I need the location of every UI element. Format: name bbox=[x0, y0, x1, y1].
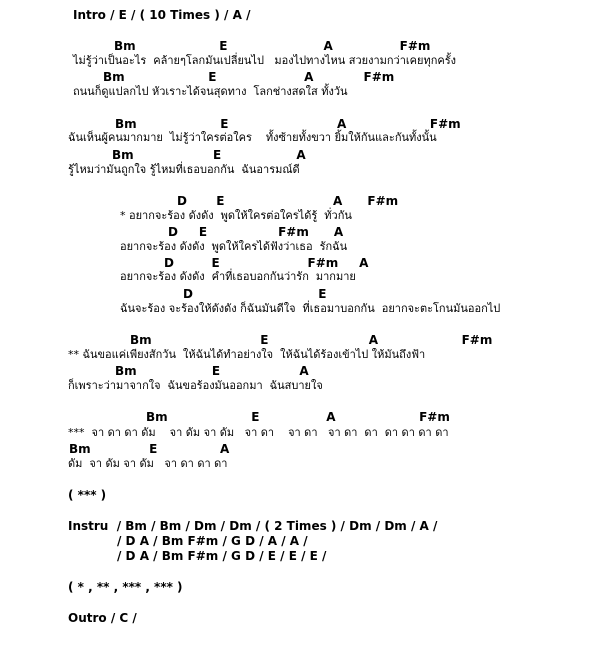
repeat-bridge-marker: ( *** ) bbox=[68, 488, 107, 502]
bridge-lyrics-2: ดัม จา ดัม จา ดัม จา ดา ดา ดา bbox=[68, 457, 228, 470]
outro-line: Outro / C / bbox=[68, 611, 137, 625]
bridge-chords-2: Bm E A bbox=[69, 442, 230, 456]
chorus1-lyrics-1: * อยากจะร้อง ดังดัง พูดให้ใครต่อใครได้รู้ ทั่วกัน bbox=[120, 209, 352, 222]
instrumental-line-3: / D A / Bm F#m / G D / E / E / E / bbox=[117, 549, 327, 563]
chorus1-chords-1: D E A F#m bbox=[177, 194, 399, 208]
bridge-chords-1: Bm E A F#m bbox=[146, 410, 450, 424]
intro-line: Intro / E / ( 10 Times ) / A / bbox=[73, 8, 251, 22]
chorus2-lyrics-1: ** ฉันขอแค่เพียงสักวัน ให้ฉันได้ทำอย่างใจ ให้ฉันได้ร้องเข้าไป ให้มันถึงฟ้า bbox=[68, 348, 426, 361]
chorus1-chords-3: D E F#m A bbox=[164, 256, 369, 270]
repeat-all-marker: ( * , ** , *** , *** ) bbox=[68, 580, 183, 594]
chorus2-chords-1: Bm E A F#m bbox=[130, 333, 493, 347]
chorus2-chords-2: Bm E A bbox=[115, 364, 309, 378]
chorus2-lyrics-2: ก็เพราะว่ามาจากใจ ฉันขอร้องมันออกมา ฉันสบายใจ bbox=[68, 379, 323, 392]
chorus1-chords-2: D E F#m A bbox=[168, 225, 344, 239]
chorus1-lyrics-3: อยากจะร้อง ดังดัง คำที่เธอบอกกันว่ารัก มากมาย bbox=[120, 270, 356, 283]
verse1-chords-2: Bm E A F#m bbox=[103, 70, 395, 84]
bridge-lyrics-1: *** จา ดา ดา ดัม จา ดัม จา ดัม จา ดา จา ดา จา ดา ดา ดา ดา ดา ดา bbox=[68, 426, 449, 439]
verse2-chords-2: Bm E A bbox=[112, 148, 306, 162]
verse2-chords-1: Bm E A F#m bbox=[115, 117, 461, 131]
verse2-lyrics-1: ฉันเห็นผู้คนมากมาย ไม่รู้ว่าใครต่อใคร ทั้งซ้ายทั้งขวา ยิ้มให้กันและกันทั้งนั้น bbox=[68, 131, 437, 144]
chorus1-lyrics-2: อยากจะร้อง ดังดัง พูดให้ใครได้ฟังว่าเธอ รักฉัน bbox=[120, 240, 348, 253]
chorus1-lyrics-4: ฉันจะร้อง จะร้องให้ดังดัง ก็ฉันมันดีใจ ที่เธอมาบอกกัน อยากจะตะโกนมันออกไป bbox=[120, 302, 501, 315]
verse1-chords-1: Bm E A F#m bbox=[114, 39, 431, 53]
verse2-lyrics-2: รู้ไหมว่ามันถูกใจ รู้ไหมที่เธอบอกกัน ฉันอารมณ์ดี bbox=[68, 163, 300, 176]
instrumental-line-2: / D A / Bm F#m / G D / A / A / bbox=[117, 534, 308, 548]
verse1-lyrics-1: ไม่รู้ว่าเป็นอะไร คล้ายๆโลกมันเปลี่ยนไป มองไปทางไหน สวยงามกว่าเคยทุกครั้ง bbox=[73, 54, 457, 67]
chorus1-chords-4: D E bbox=[183, 287, 327, 301]
instrumental-line-1: Instru / Bm / Bm / Dm / Dm / ( 2 Times ) / Dm / Dm / A / bbox=[68, 519, 438, 533]
verse1-lyrics-2: ถนนก็ดูแปลกไป หัวเราะได้จนสุดทาง โลกช่างสดใส ทั้งวัน bbox=[73, 85, 348, 98]
